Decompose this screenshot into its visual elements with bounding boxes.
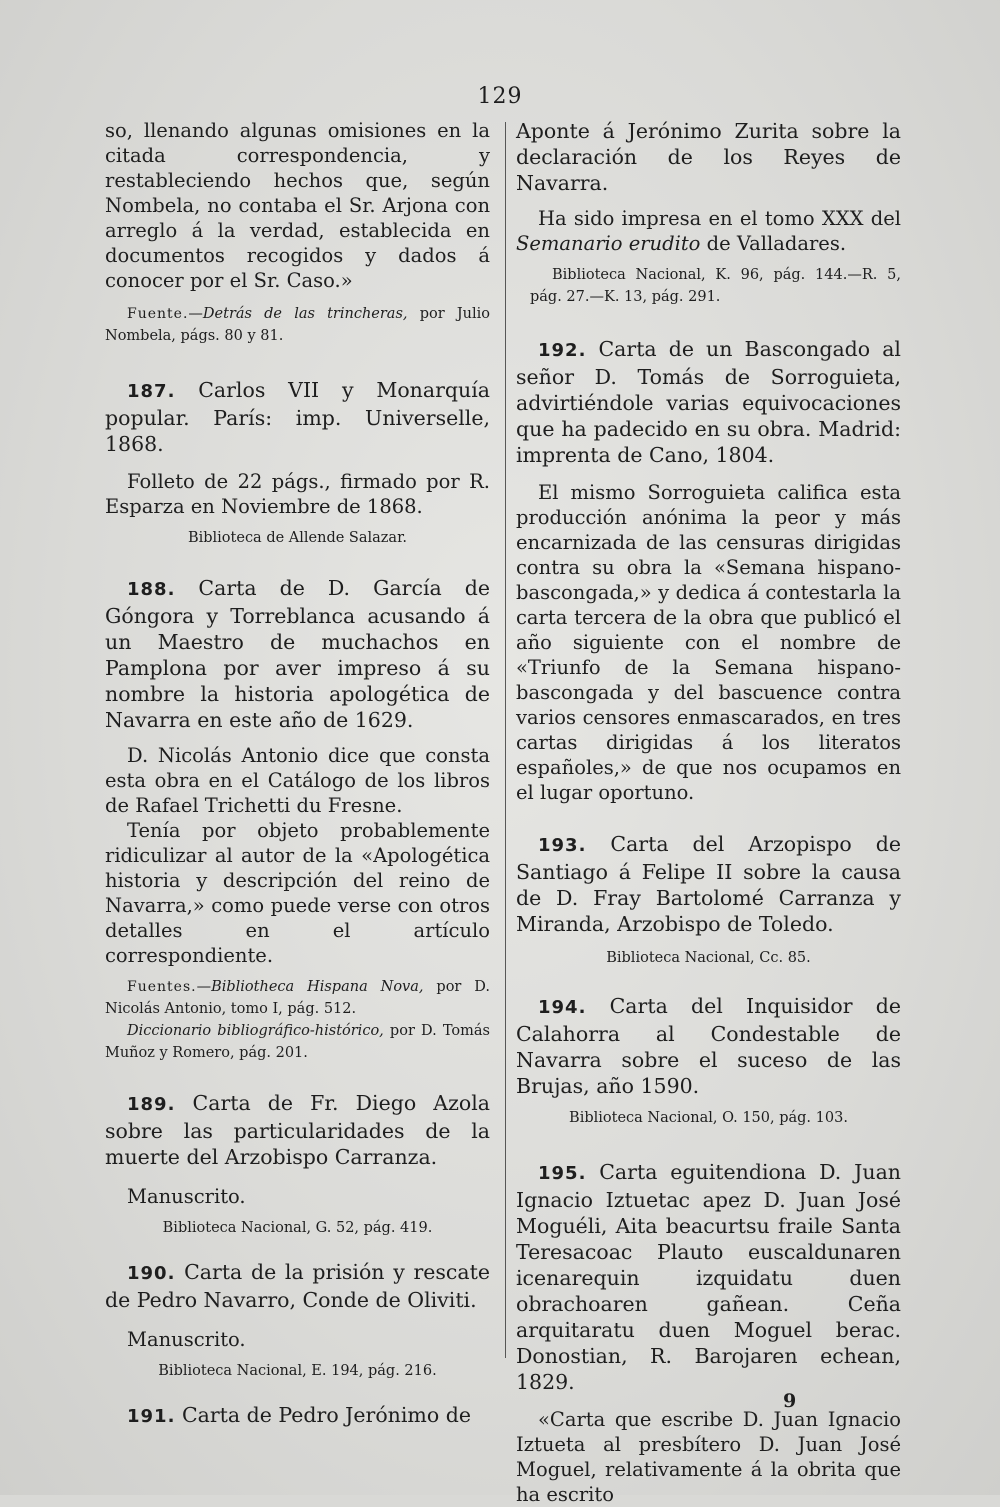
entry-188: 188. Carta de D. García de Góngora y Torreblanca acusando á un Maestro de muchachos en Pamplona por aver impreso á su nombre la historia apologética de Navarra en este año de 1629. (105, 576, 490, 732)
library-reference: Biblioteca Nacional, G. 52, pág. 419. (162, 1220, 433, 1236)
paragraph: Ha sido impresa en el tomo XXX del Semanario erudito de Valladares. (516, 207, 901, 255)
sources-note: Diccionario bibliográfico-histórico, por D. Tomás Muñoz y Romero, pág. 201. (105, 1023, 490, 1061)
entry-190: 190. Carta de la prisión y rescate de Pedro Navarro, Conde de Oliviti. (105, 1260, 490, 1312)
entry-continuation: Aponte á Jerónimo Zurita sobre la declaración de los Reyes de Navarra. (516, 119, 901, 195)
entry-description: «Carta que escribe D. Juan Ignacio Iztueta al presbítero D. Juan José Moguel, relativamente á la obrita que ha escrito (516, 1408, 901, 1506)
entry-description: Folleto de 22 págs., firmado por R. Esparza en Noviembre de 1868. (105, 470, 490, 518)
library-reference: Biblioteca Nacional, Cc. 85. (606, 950, 811, 966)
page-number-top: 129 (477, 84, 523, 109)
entry-191: 191. Carta de Pedro Jerónimo de (127, 1403, 471, 1427)
library-reference: Biblioteca de Allende Salazar. (187, 530, 408, 546)
entry-195: 195. Carta eguitendiona D. Juan Ignacio Iztuetac apez D. Juan José Moguéli, Aita beacurtsu fraile Santa Teresacoac Plauto euscaldunaren icenarequin izquidatu duen obrachoaren gañean. Ceña arquitaratu duen Moguel berac. Donostian, R. Barojaren echean, 1829. (516, 1160, 901, 1394)
entry-194: 194. Carta del Inquisidor de Calahorra al Condestable de Navarra sobre el suceso de las Brujas, año 1590. (516, 994, 901, 1098)
library-reference: Biblioteca Nacional, K. 96, pág. 144.—R. 5, pág. 27.—K. 13, pág. 291. (530, 267, 901, 305)
library-reference: Biblioteca Nacional, E. 194, pág. 216. (158, 1363, 437, 1379)
entry-193: 193. Carta del Arzopispo de Santiago á Felipe II sobre la causa de D. Fray Bartolomé Carranza y Miranda, Arzobispo de Toledo. (516, 832, 901, 936)
sources-note: Fuentes.—Bibliotheca Hispana Nova, por D. Nicolás Antonio, tomo I, pág. 512. (105, 979, 490, 1017)
paragraph: so, llenando algunas omisiones en la citada correspondencia, y restableciendo hechos que, según Nombela, no contaba el Sr. Arjona con arreglo á la verdad, establecida en documentos recogidos y dados á conocer por el Sr. Caso.» (105, 119, 490, 292)
entry-187: 187. Carlos VII y Monarquía popular. París: imp. Universelle, 1868. (105, 378, 490, 456)
source-note: Fuente.—Detrás de las trincheras, por Julio Nombela, págs. 80 y 81. (105, 306, 490, 344)
page-number-bottom: 9 (783, 1390, 797, 1412)
left-column (105, 118, 490, 1430)
entry-189: 189. Carta de Fr. Diego Azola sobre las particularidades de la muerte del Arzobispo Carranza. (105, 1091, 490, 1169)
manuscript-note: Manuscrito. (127, 1328, 246, 1351)
paragraph: D. Nicolás Antonio dice que consta esta obra en el Catálogo de los libros de Rafael Trichetti du Fresne. (105, 744, 490, 817)
entry-description: El mismo Sorroguieta califica esta producción anónima la peor y más encarnizada de las censuras dirigidas contra su obra la «Semana hispano-bascongada,» y dedica á contestarla la carta tercera de la obra que publicó el año siguiente con el nombre de «Triunfo de la Semana hispano-bascongada y del bascuence contra varios censores enmascarados, en tres cartas dirigidas á los literatos españoles,» de que nos ocupamos en el lugar oportuno. (516, 481, 901, 804)
right-column (516, 118, 901, 1507)
library-reference: Biblioteca Nacional, O. 150, pág. 103. (569, 1110, 848, 1126)
entry-192: 192. Carta de un Bascongado al señor D. Tomás de Sorroguieta, advirtiéndole varias equivocaciones que ha padecido en su obra. Madrid: imprenta de Cano, 1804. (516, 337, 901, 467)
column-divider (505, 122, 506, 1358)
paragraph: Tenía por objeto probablemente ridiculizar al autor de la «Apologética historia y descripción del reino de Navarra,» como puede verse con otros detalles en el artículo correspondiente. (105, 819, 490, 967)
manuscript-note: Manuscrito. (127, 1185, 246, 1208)
